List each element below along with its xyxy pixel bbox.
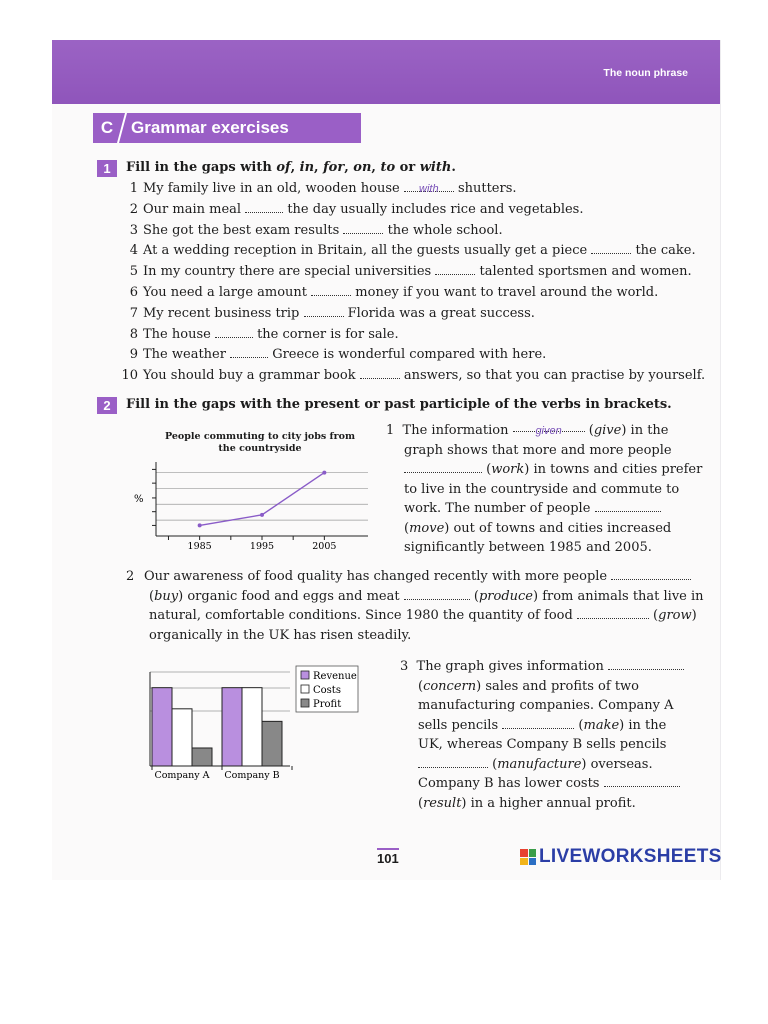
item-text: the whole school. bbox=[383, 222, 503, 238]
bar-chart bbox=[140, 664, 370, 784]
instruction-word: in bbox=[299, 160, 315, 175]
item-number: 6 bbox=[129, 285, 138, 300]
exercise-1-item bbox=[118, 223, 503, 238]
q3-line-2 bbox=[400, 677, 684, 697]
q1-text: ) in the bbox=[621, 423, 669, 438]
x-tick-label: Company A bbox=[154, 770, 210, 781]
item-number: 8 bbox=[129, 326, 138, 342]
q1-verb: move bbox=[409, 520, 445, 536]
logo-square bbox=[520, 849, 528, 857]
instruction-word: to bbox=[380, 160, 396, 175]
q1-text: The information bbox=[402, 423, 513, 438]
q2-text: ) organic food and eggs and meat bbox=[178, 588, 404, 604]
bar-profit bbox=[192, 748, 212, 766]
q1-line-3 bbox=[386, 460, 702, 480]
item-text: At a wedding reception in Britain, all the guests usually get a piece bbox=[143, 243, 592, 259]
q1-line-6 bbox=[386, 519, 702, 539]
logo-square bbox=[529, 849, 537, 857]
exercise-1-item bbox=[118, 264, 692, 279]
y-axis-label: % bbox=[134, 494, 144, 505]
item-number: 9 bbox=[129, 347, 138, 363]
item-text: talented sportsmen and women. bbox=[475, 264, 692, 280]
data-point bbox=[198, 523, 202, 527]
line-chart-title: People commuting to city jobs from the countryside bbox=[164, 431, 356, 454]
answer-gap[interactable] bbox=[404, 181, 454, 195]
exercise-2-question-1 bbox=[386, 421, 702, 558]
q1-text: ( bbox=[584, 423, 594, 438]
section-letter: C bbox=[100, 118, 114, 137]
bar-profit bbox=[262, 721, 282, 766]
series-line bbox=[200, 473, 325, 526]
chapter-banner bbox=[52, 40, 720, 104]
exercise-1-item bbox=[118, 306, 535, 321]
instruction-text: , bbox=[344, 160, 354, 175]
q2-gap-2[interactable] bbox=[404, 589, 470, 600]
q3-verb: manufacture bbox=[497, 756, 582, 772]
q3-number: 3 bbox=[400, 659, 409, 674]
q1-gap-3[interactable] bbox=[595, 501, 661, 512]
instruction-word: for bbox=[323, 160, 345, 175]
item-text: My family live in an old, wooden house bbox=[143, 181, 404, 196]
legend-label: Profit bbox=[313, 699, 342, 710]
q3-line-8 bbox=[400, 794, 684, 814]
q2-gap-1[interactable] bbox=[611, 569, 691, 580]
q2-text: ( bbox=[469, 588, 479, 604]
q1-line-7: significantly between 1985 and 2005. bbox=[404, 540, 652, 555]
item-text: shutters. bbox=[453, 181, 517, 196]
item-text: You need a large amount bbox=[143, 285, 312, 300]
q3-line-5: UK, whereas Company B sells pencils bbox=[418, 737, 667, 752]
legend-label: Revenue bbox=[313, 671, 357, 682]
q3-verb: make bbox=[583, 717, 620, 733]
answer-gap[interactable] bbox=[435, 264, 475, 275]
exercise-2-instruction: Fill in the gaps with the present or past participle of the verbs in brackets. bbox=[126, 397, 672, 412]
item-number: 10 bbox=[121, 368, 138, 384]
gap-answer: with bbox=[419, 183, 439, 195]
item-text: the cake. bbox=[631, 243, 696, 259]
q3-line-7 bbox=[400, 774, 684, 794]
q1-number: 1 bbox=[386, 423, 395, 438]
data-point bbox=[260, 513, 264, 517]
q2-number: 2 bbox=[126, 569, 135, 584]
q3-text: ( bbox=[488, 756, 498, 772]
q1-line-4: to live in the countryside and commute to bbox=[404, 481, 680, 497]
q3-line-1 bbox=[400, 657, 684, 677]
q1-verb: work bbox=[491, 462, 525, 477]
q3-text: ( bbox=[574, 717, 584, 733]
item-text: My recent business trip bbox=[143, 305, 304, 321]
instruction-word: with bbox=[419, 160, 452, 175]
logo-square bbox=[529, 858, 537, 866]
chapter-title: The noun phrase bbox=[603, 67, 688, 79]
q2-text: ) bbox=[691, 608, 697, 623]
item-text: She got the best exam results bbox=[143, 222, 344, 238]
x-tick-label: 1985 bbox=[187, 541, 212, 552]
q3-gap-4[interactable] bbox=[604, 776, 680, 787]
answer-gap[interactable] bbox=[591, 243, 631, 254]
item-text: You should buy a grammar book bbox=[143, 368, 360, 384]
q1-line-1 bbox=[386, 421, 702, 441]
item-number: 5 bbox=[129, 264, 138, 280]
answer-gap[interactable] bbox=[360, 368, 400, 379]
q2-text: ( bbox=[648, 608, 659, 623]
answer-gap[interactable] bbox=[343, 223, 383, 234]
q2-gap-3[interactable] bbox=[577, 608, 649, 619]
item-text: Greece is wonderful compared with here. bbox=[268, 347, 547, 363]
q1-text: ) in towns and cities prefer bbox=[524, 462, 703, 477]
q1-text: ( bbox=[404, 520, 410, 536]
q3-text: ( bbox=[418, 678, 424, 694]
legend-label: Costs bbox=[313, 685, 341, 696]
item-text: the corner is for sale. bbox=[252, 326, 399, 342]
instruction-text: or bbox=[395, 160, 420, 175]
q2-text: Our awareness of food quality has changed recently with more people bbox=[144, 569, 612, 584]
exercise-1-item bbox=[118, 347, 546, 362]
bar-costs bbox=[242, 688, 262, 766]
x-tick-label: Company B bbox=[224, 770, 280, 781]
logo-text: LIVEWORKSHEETS bbox=[539, 846, 722, 867]
q3-text: ) sales and profits of two bbox=[476, 678, 639, 694]
exercise-1-item bbox=[118, 202, 583, 217]
q3-verb: result bbox=[423, 795, 462, 811]
section-heading bbox=[93, 113, 361, 143]
page-number: 101 bbox=[377, 848, 399, 866]
exercise-1-item bbox=[118, 327, 399, 342]
q3-gap-1[interactable] bbox=[608, 659, 684, 670]
q1-verb: give bbox=[593, 423, 622, 438]
q3-text: ) in the bbox=[619, 717, 667, 733]
q3-line-4 bbox=[400, 716, 684, 736]
bar-revenue bbox=[152, 688, 172, 766]
instruction-text: Fill in the gaps with bbox=[126, 160, 277, 175]
section-title: Grammar exercises bbox=[131, 118, 289, 137]
q1-line-2: graph shows that more and more people bbox=[404, 442, 672, 458]
item-text: In my country there are special universities bbox=[143, 264, 436, 280]
exercise-1-item bbox=[118, 285, 658, 300]
x-tick-label: 2005 bbox=[312, 541, 337, 552]
item-number: 2 bbox=[129, 201, 138, 217]
q1-gap-1[interactable] bbox=[513, 421, 585, 437]
item-number: 7 bbox=[129, 305, 138, 321]
q2-text: natural, comfortable conditions. Since 1980 the quantity of food bbox=[149, 608, 577, 623]
q2-line-2 bbox=[126, 587, 704, 607]
liveworksheets-logo[interactable] bbox=[520, 846, 722, 868]
q2-line-3 bbox=[126, 606, 704, 626]
answer-gap[interactable] bbox=[311, 285, 351, 296]
answer-gap[interactable] bbox=[245, 202, 283, 213]
data-point bbox=[322, 471, 326, 475]
item-text: The house bbox=[143, 326, 215, 342]
instruction-text: , bbox=[314, 160, 324, 175]
exercise-2-question-3 bbox=[400, 657, 684, 813]
instruction-word: of bbox=[276, 160, 291, 175]
q2-verb: buy bbox=[154, 588, 179, 604]
answer-gap[interactable] bbox=[230, 347, 268, 358]
q2-line-4: organically in the UK has risen steadily. bbox=[149, 627, 412, 643]
item-text: The weather bbox=[143, 347, 231, 363]
legend-swatch bbox=[301, 685, 309, 693]
x-tick-label: 1995 bbox=[249, 541, 275, 552]
instruction-text: , bbox=[371, 160, 381, 175]
q1-text: work. The number of people bbox=[404, 501, 595, 516]
logo-square bbox=[520, 858, 528, 866]
q2-line-1 bbox=[126, 567, 704, 587]
exercise-1-item bbox=[118, 181, 517, 196]
q2-text: ( bbox=[149, 588, 155, 604]
exercise-2-badge: 2 bbox=[97, 397, 117, 414]
exercise-1-item bbox=[118, 368, 705, 383]
q2-verb: grow bbox=[658, 608, 692, 623]
q2-text: ) from animals that live in bbox=[532, 588, 704, 604]
item-number: 3 bbox=[129, 222, 138, 238]
bar-revenue bbox=[222, 688, 242, 766]
exercise-1-instruction bbox=[126, 160, 456, 175]
instruction-word: on bbox=[353, 160, 372, 175]
exercise-1-badge: 1 bbox=[97, 160, 117, 177]
legend-swatch bbox=[301, 699, 309, 707]
q3-line-3: manufacturing companies. Company A bbox=[418, 698, 674, 713]
q3-text: ) in a higher annual profit. bbox=[461, 795, 636, 811]
line-chart bbox=[120, 456, 380, 552]
q1-gap-2[interactable] bbox=[404, 462, 482, 473]
instruction-text: , bbox=[290, 160, 300, 175]
q1-text: ) out of towns and cities increased bbox=[444, 520, 672, 536]
q3-text: Company B has lower costs bbox=[418, 776, 604, 791]
q3-text: sells pencils bbox=[418, 717, 503, 733]
logo-icon bbox=[520, 849, 536, 865]
q3-text: ) overseas. bbox=[581, 756, 653, 772]
item-text: Florida was a great success. bbox=[343, 305, 535, 321]
item-text: answers, so that you can practise by yourself. bbox=[399, 368, 706, 384]
q1-text: ( bbox=[482, 462, 492, 477]
exercise-1-item bbox=[118, 243, 696, 258]
q3-line-6 bbox=[400, 755, 684, 775]
bar-costs bbox=[172, 709, 192, 766]
q2-verb: produce bbox=[478, 588, 533, 604]
q3-verb: concern bbox=[423, 678, 477, 694]
q3-text: The graph gives information bbox=[416, 659, 609, 674]
q3-gap-3[interactable] bbox=[418, 757, 488, 768]
exercise-2-question-2 bbox=[126, 567, 704, 645]
q1-line-5 bbox=[386, 499, 702, 519]
q1-answer-1: given bbox=[535, 425, 562, 437]
answer-gap[interactable] bbox=[215, 327, 253, 338]
item-text: money if you want to travel around the world. bbox=[351, 285, 659, 300]
instruction-text: . bbox=[451, 160, 456, 175]
legend-swatch bbox=[301, 671, 309, 679]
item-number: 4 bbox=[129, 243, 138, 259]
answer-gap[interactable] bbox=[304, 306, 344, 317]
item-text: the day usually includes rice and vegetables. bbox=[283, 201, 584, 217]
q3-gap-2[interactable] bbox=[502, 718, 574, 729]
q3-text: ( bbox=[418, 795, 424, 811]
item-number: 1 bbox=[129, 181, 138, 196]
item-text: Our main meal bbox=[143, 201, 246, 217]
